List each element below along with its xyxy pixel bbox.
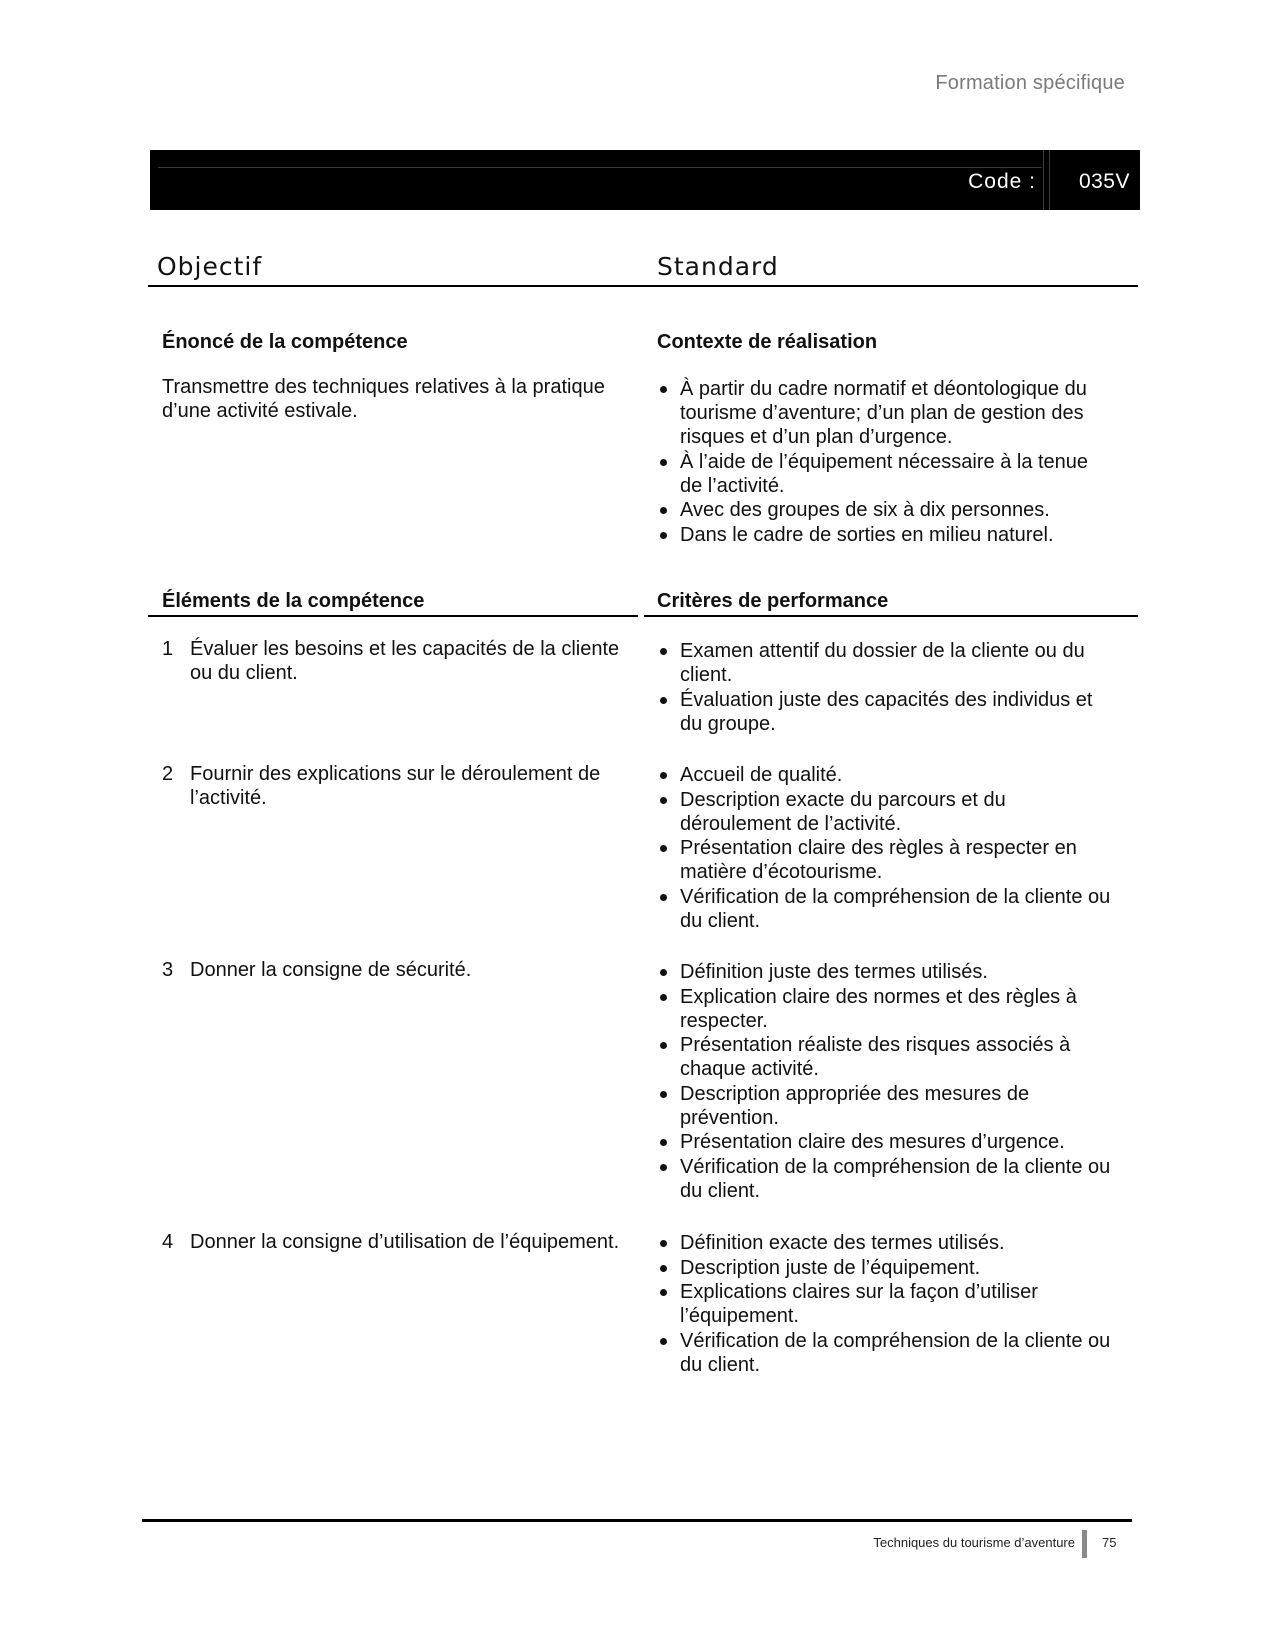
enonce-text: Transmettre des techniques relatives à la pratique d’une activité estivale.: [162, 376, 605, 422]
list-item: Présentation claire des mesures d’urgence.: [657, 1130, 1112, 1154]
element-4: [162, 1230, 627, 1254]
criteres-heading: Critères de performance: [657, 590, 889, 612]
element-number: 4: [162, 1231, 174, 1253]
list-item: Description juste de l’équipement.: [657, 1256, 1112, 1280]
code-label: Code :: [968, 170, 1036, 193]
criteria-list-1: [657, 639, 1112, 736]
element-number: 2: [162, 763, 174, 785]
column-title-rule: [148, 285, 1138, 287]
footer-separator: [1082, 1530, 1087, 1558]
elements-rule: [148, 615, 638, 617]
footer-title: Techniques du tourisme d’aventure: [873, 1535, 1075, 1550]
code-bar-divider: [1049, 150, 1050, 210]
list-item: Explications claires sur la façon d’utiliser l’équipement.: [657, 1280, 1112, 1328]
element-2: [162, 762, 627, 810]
list-item: Dans le cadre de sorties en milieu naturel.: [657, 523, 1112, 547]
code-bar-divider: [1043, 150, 1044, 210]
list-item: Présentation claire des règles à respecter en matière d’écotourisme.: [657, 836, 1112, 884]
element-text: Donner la consigne de sécurité.: [190, 959, 472, 981]
list-item: À l’aide de l’équipement nécessaire à la tenue de l’activité.: [657, 450, 1112, 498]
criteres-rule: [644, 615, 1138, 617]
list-item: Vérification de la compréhension de la cliente ou du client.: [657, 885, 1112, 933]
list-item: Évaluation juste des capacités des individus et du groupe.: [657, 688, 1112, 736]
list-item: Description exacte du parcours et du déroulement de l’activité.: [657, 788, 1112, 836]
elements-heading: Éléments de la compétence: [162, 590, 425, 612]
code-bar-hairline: [158, 167, 1042, 168]
footer-rule: [142, 1519, 1132, 1522]
element-3: [162, 958, 627, 982]
column-title-objectif: Objectif: [157, 252, 263, 281]
list-item: Accueil de qualité.: [657, 763, 1112, 787]
list-item: Description appropriée des mesures de prévention.: [657, 1082, 1112, 1130]
enonce-heading: Énoncé de la compétence: [162, 331, 408, 353]
list-item: Vérification de la compréhension de la cliente ou du client.: [657, 1329, 1112, 1377]
list-item: À partir du cadre normatif et déontologique du tourisme d’aventure; d’un plan de gestion des risques et d’un plan d’urgence.: [657, 377, 1112, 449]
running-head: Formation spécifique: [935, 72, 1125, 94]
element-number: 1: [162, 638, 174, 660]
list-item: Définition exacte des termes utilisés.: [657, 1231, 1112, 1255]
list-item: Explication claire des normes et des règles à respecter.: [657, 985, 1112, 1033]
list-item: Vérification de la compréhension de la cliente ou du client.: [657, 1155, 1112, 1203]
element-text: Donner la consigne d’utilisation de l’équipement.: [190, 1231, 620, 1253]
list-item: Avec des groupes de six à dix personnes.: [657, 498, 1112, 522]
list-item: Présentation réaliste des risques associés à chaque activité.: [657, 1033, 1112, 1081]
contexte-heading: Contexte de réalisation: [657, 331, 878, 353]
list-item: Examen attentif du dossier de la cliente ou du client.: [657, 639, 1112, 687]
element-text: Fournir des explications sur le déroulement de l’activité.: [190, 763, 601, 809]
criteria-list-3: [657, 960, 1112, 1203]
element-text: Évaluer les besoins et les capacités de la cliente ou du client.: [190, 638, 620, 684]
column-title-standard: Standard: [657, 252, 779, 281]
code-bar: [150, 150, 1140, 210]
contexte-list: [657, 377, 1112, 547]
criteria-list-2: [657, 763, 1112, 933]
element-1: [162, 637, 627, 685]
code-value: 035V: [1078, 170, 1130, 193]
list-item: Définition juste des termes utilisés.: [657, 960, 1112, 984]
page-number: 75: [1102, 1535, 1117, 1550]
element-number: 3: [162, 959, 174, 981]
criteria-list-4: [657, 1231, 1112, 1377]
